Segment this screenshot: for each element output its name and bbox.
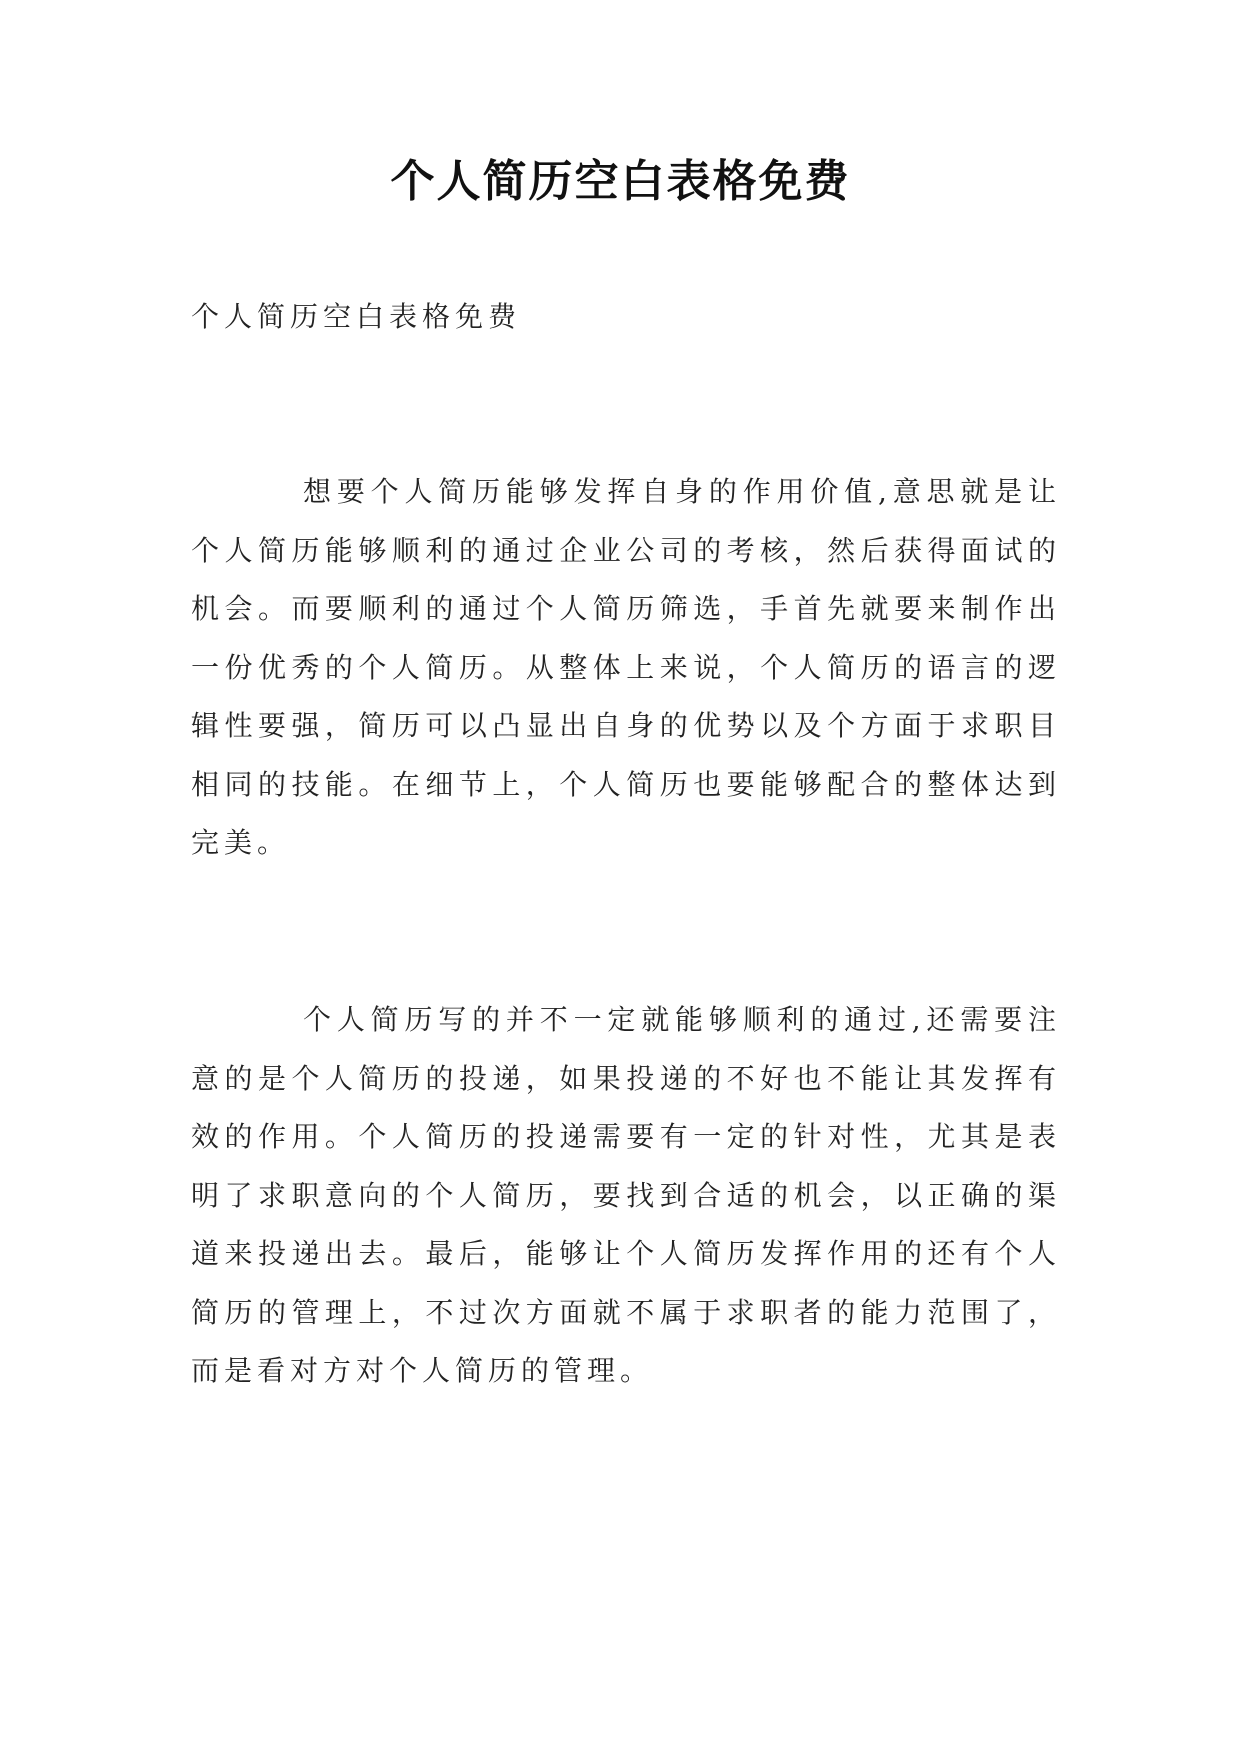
paragraph-line: 完美。 xyxy=(191,826,291,859)
paragraph-line: 一份优秀的个人简历。从整体上来说，个人简历的语言的逻 xyxy=(191,650,1056,684)
document-subtitle: 个人简历空白表格免费 xyxy=(191,300,522,333)
paragraph-line: 简历的管理上，不过次方面就不属于求职者的能力范围了， xyxy=(191,1295,1056,1329)
paragraph-1 xyxy=(191,463,1056,873)
paragraph-2 xyxy=(191,991,1056,1401)
paragraph-line: 明了求职意向的个人简历，要找到合适的机会，以正确的渠 xyxy=(191,1178,1056,1212)
paragraph-line: 而是看对方对个人简历的管理。 xyxy=(191,1354,654,1387)
paragraph-line: 道来投递出去。最后，能够让个人简历发挥作用的还有个人 xyxy=(191,1237,1056,1270)
paragraph-line: 个人简历能够顺利的通过企业公司的考核，然后获得面试的 xyxy=(191,533,1056,567)
paragraph-line: 个人简历写的并不一定就能够顺利的通过,还需要注 xyxy=(303,1003,1056,1036)
paragraph-line: 意的是个人简历的投递，如果投递的不好也不能让其发挥有 xyxy=(191,1061,1056,1095)
paragraph-line: 机会。而要顺利的通过个人简历筛选，手首先就要来制作出 xyxy=(191,592,1056,625)
paragraph-line: 想要个人简历能够发挥自身的作用价值,意思就是让 xyxy=(303,475,1056,508)
paragraph-line: 辑性要强，简历可以凸显出自身的优势以及个方面于求职目 xyxy=(191,709,1056,742)
paragraph-line: 效的作用。个人简历的投递需要有一定的针对性，尤其是表 xyxy=(191,1120,1056,1153)
paragraph-line: 相同的技能。在细节上，个人简历也要能够配合的整体达到 xyxy=(191,767,1056,801)
document-title: 个人简历空白表格免费 xyxy=(390,156,851,207)
